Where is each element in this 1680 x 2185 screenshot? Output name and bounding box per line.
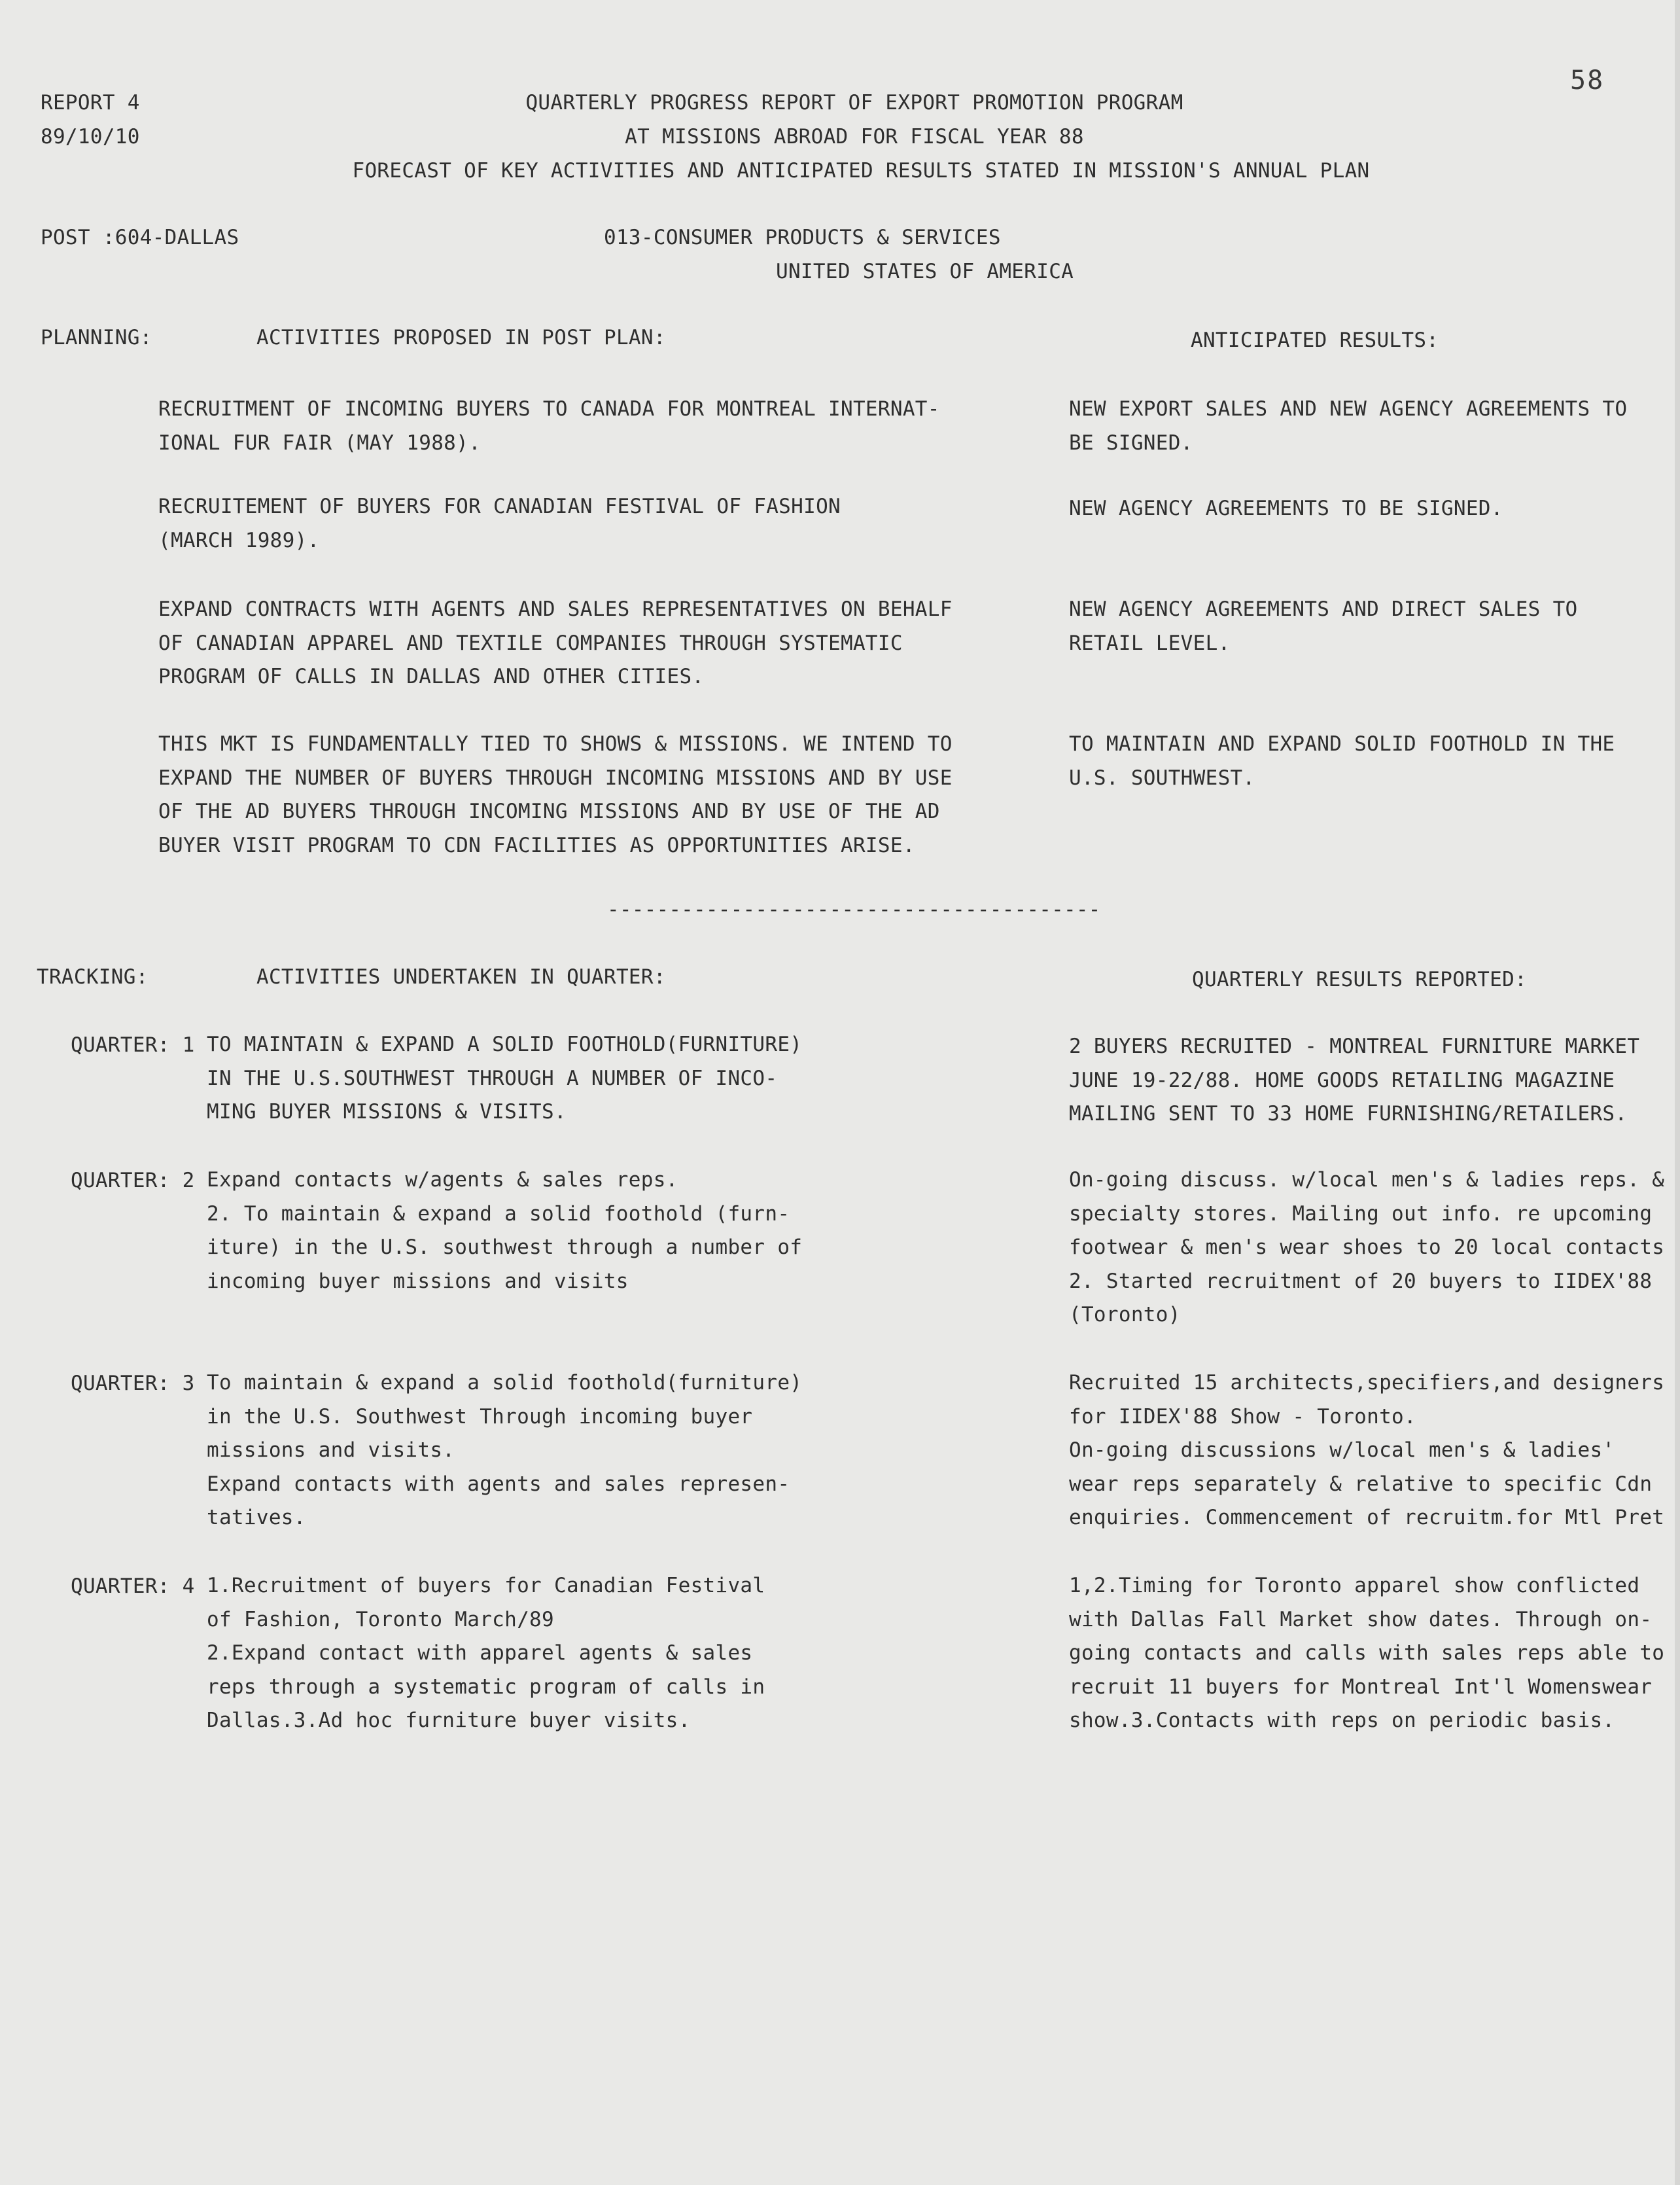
planning-label: PLANNING: xyxy=(41,326,152,349)
planning-result-3: NEW AGENCY AGREEMENTS AND DIRECT SALES TO RETAIL LEVEL. xyxy=(1069,597,1578,655)
report-id: REPORT 4 xyxy=(41,91,140,115)
quarter-4-label: QUARTER: 4 xyxy=(71,1574,195,1598)
quarter-3-result: Recruited 15 architects,specifiers,and designers for IIDEX'88 Show - Toronto. On-going discussions w/local men's & ladies' wear reps separately & relative to specific Cdn enquiries. Commencement of recruitm.for Mtl Pret xyxy=(1069,1371,1665,1529)
report-title-line2: AT MISSIONS ABROAD FOR FISCAL YEAR 88 xyxy=(625,125,1084,149)
planning-result-2: NEW AGENCY AGREEMENTS TO BE SIGNED. xyxy=(1069,497,1503,520)
quarter-2-label: QUARTER: 2 xyxy=(71,1169,195,1192)
planning-activities-header: ACTIVITIES PROPOSED IN POST PLAN: xyxy=(256,326,666,349)
quarter-4-activity: 1.Recruitment of buyers for Canadian Festival of Fashion, Toronto March/89 2.Expand contact with apparel agents & sales reps through a systematic program of calls in Dallas.3.Ad hoc furniture buyer visits. xyxy=(207,1574,765,1732)
planning-activity-1: RECRUITMENT OF INCOMING BUYERS TO CANADA FOR MONTREAL INTERNAT- IONAL FUR FAIR (MAY 1988). xyxy=(158,397,940,455)
country-label: UNITED STATES OF AMERICA xyxy=(776,260,1074,283)
planning-activity-3: EXPAND CONTRACTS WITH AGENTS AND SALES REPRESENTATIVES ON BEHALF OF CANADIAN APPAREL AND TEXTILE COMPANIES THROUGH SYSTEMATIC PROGRAM OF CALLS IN DALLAS AND OTHER CITIES. xyxy=(158,597,953,688)
quarter-3-activity: To maintain & expand a solid foothold(furniture) in the U.S. Southwest Through incoming buyer missions and visits. Expand contacts with agents and sales represen- tatives. xyxy=(207,1371,803,1529)
page-number: 58 xyxy=(1570,65,1605,96)
planning-activity-2: RECRUITEMENT OF BUYERS FOR CANADIAN FESTIVAL OF FASHION (MARCH 1989). xyxy=(158,495,841,552)
quarter-4-result: 1,2.Timing for Toronto apparel show conflicted with Dallas Fall Market show dates. Through on- going contacts and calls with sales reps able to recruit 11 buyers for Montreal Int'l Womenswear show.3.Contacts with reps on periodic basis. xyxy=(1069,1574,1665,1732)
report-title-line3: FORECAST OF KEY ACTIVITIES AND ANTICIPATED RESULTS STATED IN MISSION'S ANNUAL PLAN xyxy=(352,159,1370,183)
tracking-activities-header: ACTIVITIES UNDERTAKEN IN QUARTER: xyxy=(256,965,666,989)
section-separator: ---------------------------------------- xyxy=(607,898,1101,921)
quarter-1-activity: TO MAINTAIN & EXPAND A SOLID FOOTHOLD(FURNITURE) IN THE U.S.SOUTHWEST THROUGH A NUMBER OF INCO- MING BUYER MISSIONS & VISITS. xyxy=(207,1033,803,1124)
quarter-1-label: QUARTER: 1 xyxy=(71,1033,195,1057)
quarter-2-activity: Expand contacts w/agents & sales reps. 2. To maintain & expand a solid foothold (furn- iture) in the U.S. southwest through a number of incoming buyer missions and visits xyxy=(207,1168,803,1293)
post-label: POST :604-DALLAS xyxy=(41,226,239,249)
page-edge-shadow xyxy=(1675,0,1680,2185)
sector-label: 013-CONSUMER PRODUCTS & SERVICES xyxy=(604,226,1001,249)
quarter-1-result: 2 BUYERS RECRUITED - MONTREAL FURNITURE MARKET JUNE 19-22/88. HOME GOODS RETAILING MAGAZINE MAILING SENT TO 33 HOME FURNISHING/RETAILERS. xyxy=(1069,1035,1640,1126)
tracking-results-header: QUARTERLY RESULTS REPORTED: xyxy=(1192,968,1528,991)
quarter-2-result: On-going discuss. w/local men's & ladies reps. & specialty stores. Mailing out info. re upcoming footwear & men's wear shoes to 20 local contacts 2. Started recruitment of 20 buyers to IIDEX'88 (Toronto) xyxy=(1069,1168,1665,1326)
tracking-label: TRACKING: xyxy=(37,965,149,989)
planning-result-4: TO MAINTAIN AND EXPAND SOLID FOOTHOLD IN THE U.S. SOUTHWEST. xyxy=(1069,732,1615,790)
report-title-line1: QUARTERLY PROGRESS REPORT OF EXPORT PROMOTION PROGRAM xyxy=(525,91,1183,115)
planning-activity-4: THIS MKT IS FUNDAMENTALLY TIED TO SHOWS & MISSIONS. WE INTEND TO EXPAND THE NUMBER OF BUYERS THROUGH INCOMING MISSIONS AND BY USE OF THE AD BUYERS THROUGH INCOMING MISSIONS AND BY USE OF THE AD BUYER VISIT PROGRAM TO CDN FACILITIES AS OPPORTUNITIES ARISE. xyxy=(158,732,953,857)
planning-result-1: NEW EXPORT SALES AND NEW AGENCY AGREEMENTS TO BE SIGNED. xyxy=(1069,397,1628,455)
quarter-3-label: QUARTER: 3 xyxy=(71,1372,195,1395)
planning-results-header: ANTICIPATED RESULTS: xyxy=(1191,329,1439,352)
report-date: 89/10/10 xyxy=(41,125,140,149)
